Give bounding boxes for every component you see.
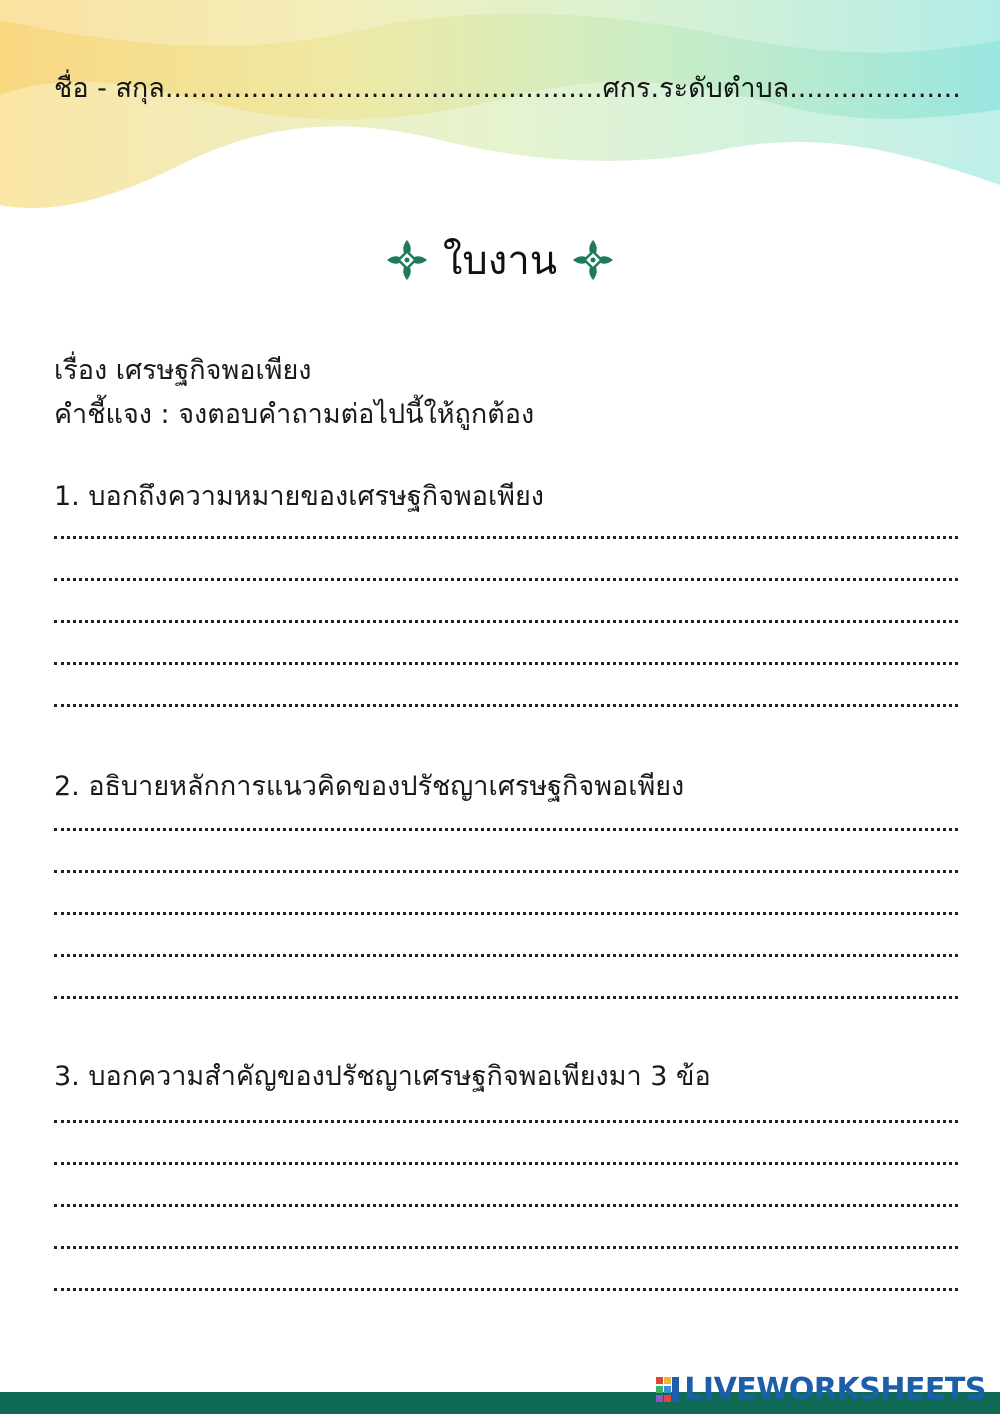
green-flower-ornament-icon [385, 238, 429, 282]
answer-line[interactable] [54, 870, 958, 873]
green-flower-ornament-icon [571, 238, 615, 282]
answer-line[interactable] [54, 828, 958, 831]
answer-line[interactable] [54, 1204, 958, 1207]
answer-line[interactable] [54, 1246, 958, 1249]
center-label: ศกร.ระดับตำบล [602, 73, 790, 104]
answer-line[interactable] [54, 662, 958, 665]
liveworksheets-brand [656, 1372, 986, 1407]
liveworksheets-logo-icon [656, 1377, 680, 1403]
header-wave-background [0, 0, 1000, 240]
answer-line[interactable] [54, 620, 958, 623]
answer-line[interactable] [54, 1288, 958, 1291]
name-blank[interactable]: ................................................... [164, 73, 603, 104]
question-3: 3. บอกความสำคัญของปรัชญาเศรษฐกิจพอเพียงมา 3 ข้อ [54, 1061, 711, 1092]
question-2: 2. อธิบายหลักการแนวคิดของปรัชญาเศรษฐกิจพอเพียง [54, 771, 685, 802]
instruction-text: คำชี้แจง : จงตอบคำถามต่อไปนี้ให้ถูกต้อง [54, 399, 535, 430]
answer-line[interactable] [54, 1162, 958, 1165]
title-row [0, 228, 1000, 292]
answer-line[interactable] [54, 954, 958, 957]
answer-line[interactable] [54, 536, 958, 539]
worksheet-title: ใบงาน [442, 238, 558, 284]
answer-line[interactable] [54, 1120, 958, 1123]
center-blank[interactable]: .................... [789, 73, 961, 104]
answer-line[interactable] [54, 578, 958, 581]
name-label: ชื่อ - สกุล [54, 73, 165, 104]
name-field-line[interactable] [54, 66, 961, 109]
question-1: 1. บอกถึงความหมายของเศรษฐกิจพอเพียง [54, 481, 544, 512]
answer-line[interactable] [54, 912, 958, 915]
subject-heading: เรื่อง เศรษฐกิจพอเพียง [54, 355, 312, 386]
answer-line[interactable] [54, 996, 958, 999]
answer-line[interactable] [54, 704, 958, 707]
brand-name: LIVEWORKSHEETS [684, 1372, 986, 1407]
